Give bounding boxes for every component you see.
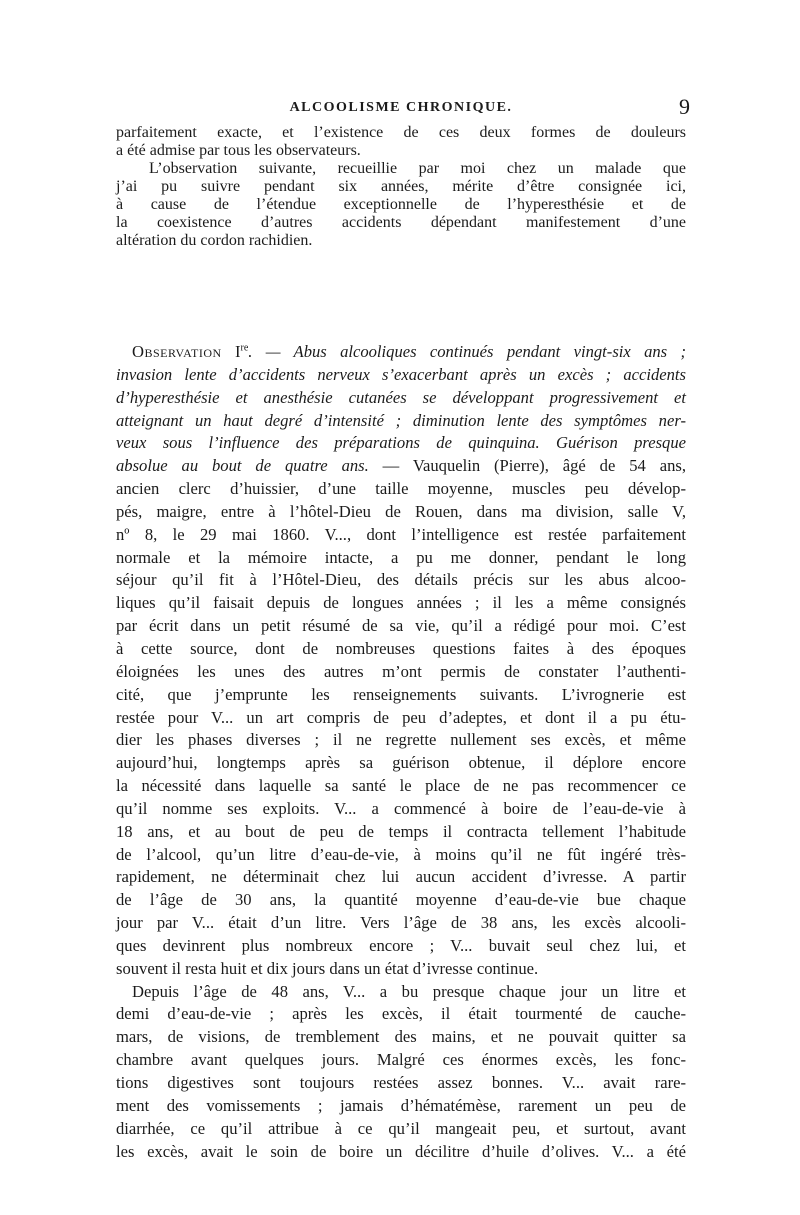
text-line: 18 ans, et au bout de peu de temps il contracta tellement l’habitude bbox=[116, 821, 686, 841]
text-line: séjour qu’il fit à l’Hôtel-Dieu, des détails précis sur les abus alcoo- bbox=[116, 570, 686, 590]
text-line: aujourd’hui, longtemps après sa guérison obtenue, il déplore encore bbox=[116, 753, 686, 773]
text-line: par écrit dans un petit résumé de sa vie, qu’il a rédigé pour moi. C’est bbox=[116, 616, 686, 636]
observation-title-line: invasion lente d’accidents nerveux s’exacerbant après un excès ; accidents bbox=[116, 364, 686, 384]
observation-section bbox=[116, 341, 686, 1163]
text-line: dier les phases diverses ; il ne regrette nullement ses excès, et même bbox=[116, 730, 686, 750]
text-line: nº 8, le 29 mai 1860. V..., dont l’intelligence est restée parfaitement bbox=[116, 524, 686, 544]
text-line: rapidement, ne déterminait chez lui aucun accident d’ivresse. A partir bbox=[116, 867, 686, 887]
text-line: tions digestives sont toujours restées assez bonnes. V... avait rare- bbox=[116, 1073, 686, 1092]
observation-title-line: d’hyperesthésie et anesthésie cutanées se développant progressivement et bbox=[116, 387, 686, 407]
text-line: à cause de l’étendue exceptionnelle de l’hyperesthésie et de bbox=[116, 196, 686, 213]
text-line: pés, maigre, entre à l’hôtel-Dieu de Rouen, dans ma division, salle V, bbox=[116, 501, 686, 521]
text-line: altération du cordon rachidien. bbox=[116, 232, 313, 249]
text-line: de l’âge de 30 ans, la quantité moyenne d’eau-de-vie bue chaque bbox=[116, 890, 686, 910]
text-line: la coexistence d’autres accidents dépendant manifestement d’une bbox=[116, 214, 686, 231]
text-line: a été admise par tous les observateurs. bbox=[116, 142, 361, 159]
observation-number: I bbox=[234, 342, 241, 361]
running-title: ALCOOLISME CHRONIQUE. bbox=[289, 100, 513, 115]
page-number: 9 bbox=[679, 94, 690, 119]
text-line: chambre avant quelques jours. Malgré ces énormes excès, les fonc- bbox=[116, 1050, 686, 1070]
text-line: les excès, avait le soin de boire un décilitre d’huile d’olives. V... a été bbox=[116, 1141, 686, 1161]
text-line: qu’il nomme ses exploits. V... a commencé à boire de l’eau-de-vie à bbox=[116, 798, 686, 818]
intro-paragraphs bbox=[116, 124, 686, 250]
observation-heading-line bbox=[116, 341, 686, 364]
text-line: à cette source, dont de nombreuses questions faites à des époques bbox=[116, 638, 686, 658]
text-line: jour par V... était d’un litre. Vers l’âge de 38 ans, les excès alcooli- bbox=[116, 913, 686, 933]
text-line: L’observation suivante, recueillie par moi chez un malade que bbox=[149, 160, 686, 177]
text-line: diarrhée, ce qu’il attribue à ce qu’il mangeait peu, et surtout, avant bbox=[116, 1118, 686, 1138]
text-line: de l’alcool, qu’un litre d’eau-de-vie, à moins qu’il ne fût ingéré très- bbox=[116, 844, 686, 864]
text-line: ment des vomissements ; jamais d’hématémèse, rarement un peu de bbox=[116, 1095, 686, 1115]
text-line: cité, que j’emprunte les renseignements suivants. L’ivrognerie est bbox=[116, 684, 686, 704]
text-line: Depuis l’âge de 48 ans, V... a bu presque chaque jour un litre et bbox=[132, 981, 686, 1001]
observation-title-end: absolue au bout de quatre ans. bbox=[116, 456, 369, 476]
text-line: demi d’eau-de-vie ; après les excès, il était tourmenté de cauche- bbox=[116, 1004, 686, 1024]
observation-patient-intro: — Vauquelin (Pierre), âgé de 54 ans, bbox=[368, 456, 686, 476]
observation-title-start: . — Abus alcooliques continués pendant vingt-six ans ; bbox=[248, 342, 686, 361]
text-line: éloignées les unes des autres m’ont permis de constater l’authenti- bbox=[116, 661, 686, 681]
observation-title-line: veux sous l’influence des préparations de quinquina. Guérison presque bbox=[116, 433, 686, 453]
text-line: j’ai pu suivre pendant six années, mérite d’être consignée ici, bbox=[116, 178, 686, 195]
text-line: ancien clerc d’huissier, d’une taille moyenne, muscles peu dévelop- bbox=[116, 479, 686, 499]
text-line: liques qu’il faisait depuis de longues années ; il les a même consignés bbox=[116, 593, 686, 613]
page-header bbox=[116, 94, 690, 122]
text-line: normale et la mémoire intacte, a pu me donner, pendant le long bbox=[116, 547, 686, 567]
text-line: souvent il resta huit et dix jours dans un état d’ivresse continue. bbox=[116, 958, 539, 978]
text-line: parfaitement exacte, et l’existence de ces deux formes de douleurs bbox=[116, 124, 686, 141]
observation-label: Observation bbox=[132, 342, 222, 361]
text-line: la nécessité dans laquelle sa santé le place de ne pas recommencer ce bbox=[116, 776, 686, 796]
observation-title-end-line bbox=[116, 455, 686, 478]
observation-number-sup: re bbox=[240, 342, 249, 354]
text-line: restée pour V... un art compris de peu d’adeptes, et dont il a pu étu- bbox=[116, 707, 686, 727]
text-line: ques devinrent plus nombreux encore ; V... buvait seul chez lui, et bbox=[116, 935, 686, 955]
observation-title-line: atteignant un haut degré d’intensité ; diminution lente des symptômes ner- bbox=[116, 410, 686, 430]
text-line: mars, de visions, de tremblement des mains, et ne pouvait quitter sa bbox=[116, 1027, 686, 1047]
